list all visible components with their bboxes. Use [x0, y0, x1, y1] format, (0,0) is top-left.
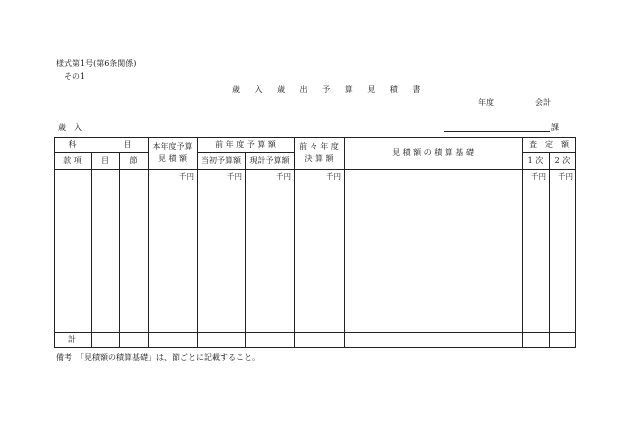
header-prev-year: 前 年 度 予 算 額: [215, 140, 276, 149]
unit-two-years: 千円: [326, 172, 341, 181]
form-sub-line: その1: [64, 72, 86, 81]
header-two-years-line1: 前 々 年 度: [299, 142, 339, 151]
section-underline: [444, 131, 550, 132]
unit-first: 千円: [531, 172, 546, 181]
year-label: 年度: [478, 98, 494, 107]
header-this-year-line2: 見 積 額: [157, 154, 188, 163]
header-first: 1 次: [527, 156, 544, 165]
header-setsu: 節: [129, 156, 138, 165]
unit-this-year: 千円: [179, 172, 194, 181]
header-category: 科 目: [68, 140, 135, 149]
header-kan-kou: 款 項: [63, 156, 82, 165]
unit-initial-budget: 千円: [227, 172, 242, 181]
footnote: 備考 「見積額の積算基礎」は、節ごとに記載すること。: [56, 353, 260, 362]
header-current-budget: 現計予算額: [249, 156, 290, 165]
header-basis: 見 積 額 の 積 算 基 礎: [392, 148, 474, 157]
header-assessment: 査 定 額: [529, 140, 569, 149]
account-label: 会計: [535, 98, 551, 107]
header-second: 2 次: [554, 156, 571, 165]
total-label: 計: [68, 335, 76, 344]
header-two-years-line2: 決 算 額: [304, 154, 334, 163]
header-this-year-line1: 本年度予算: [152, 142, 193, 151]
header-initial-budget: 当初予算額: [201, 156, 241, 165]
revenue-label: 歳 入: [58, 123, 82, 132]
section-suffix: 課: [551, 123, 559, 132]
unit-current-budget: 千円: [276, 172, 291, 181]
header-moku: 目: [101, 156, 109, 165]
page-title: 歳 入 歳 出 予 算 見 積 書: [232, 85, 427, 94]
unit-second: 千円: [558, 172, 573, 181]
form-id-line: 様式第1号(第6条関係): [56, 59, 137, 68]
